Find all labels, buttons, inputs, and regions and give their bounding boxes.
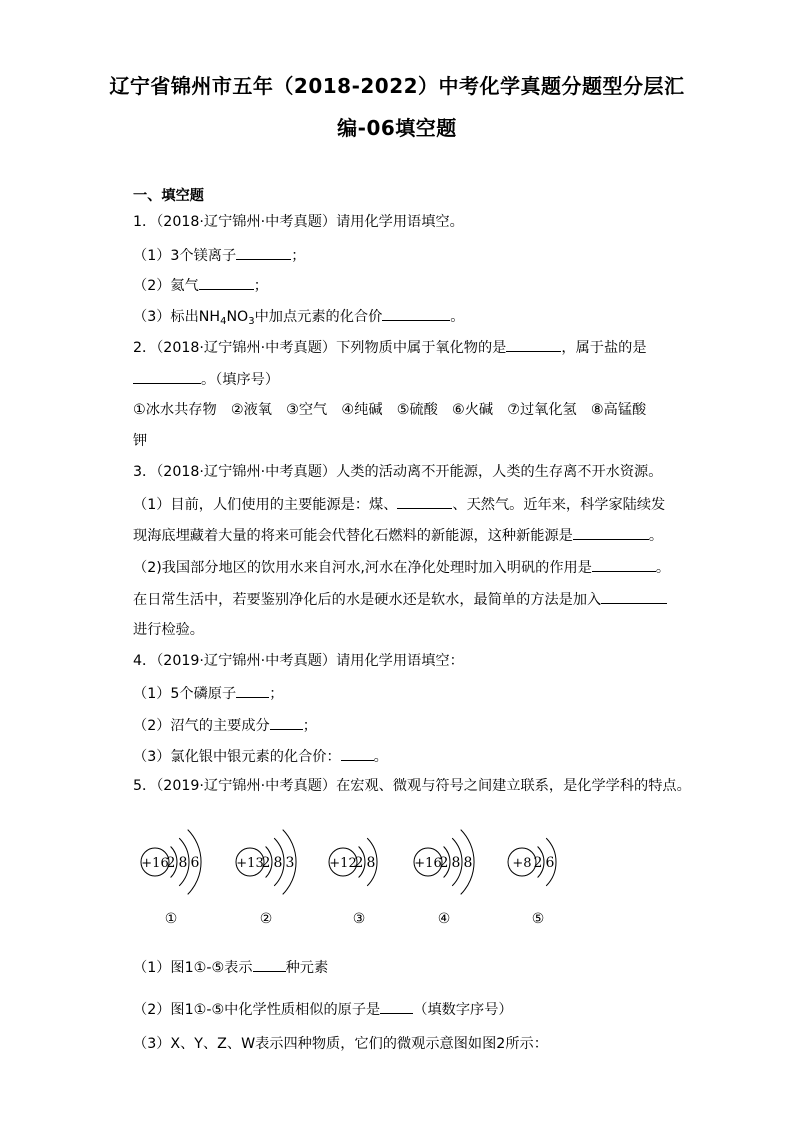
q3-part2-end-line: 进行检验。: [133, 622, 204, 638]
q3-stem: 3．（2018·辽宁锦州·中考真题）人类的活动离不开能源，人类的生存离不开水资源。: [133, 464, 663, 480]
answer-blank[interactable]: [133, 369, 201, 384]
q2-options: ①冰水共存物 ②液氧 ③空气 ④纯碱 ⑤硫酸 ⑥火碱 ⑦过氧化氢 ⑧高锰酸: [133, 402, 647, 418]
nucleus-charge: +12: [329, 856, 357, 871]
electron-count: 2: [261, 855, 271, 871]
answer-blank[interactable]: [341, 746, 374, 761]
q3-part1-text-b: 、天然气。近年来，科学家陆续发: [452, 497, 666, 513]
q1-part1-text: （1）3个镁离子: [133, 248, 237, 264]
q3-part2-text-b: 在日常生活中，若要鉴别净化后的水是硬水还是软水，最简单的方法是加入: [133, 592, 602, 608]
q4-part1: [133, 683, 693, 704]
atom-diagram: [234, 817, 324, 911]
atom-label: ③: [352, 911, 366, 927]
document-title-line1: 辽宁省锦州市五年（2018-2022）中考化学真题分题型分层汇: [109, 74, 685, 98]
answer-blank[interactable]: [253, 957, 286, 972]
answer-blank[interactable]: [601, 589, 667, 604]
q3-part2: [133, 557, 693, 578]
q3-part2-text-a: （2)我国部分地区的饮用水来自河水,河水在净化处理时加入明矾的作用是: [133, 560, 592, 576]
electron-count: 8: [463, 855, 473, 871]
q5-part2-text-b: （填数字序号）: [413, 1002, 513, 1018]
electron-count: 6: [190, 855, 200, 871]
atom-diagram: [327, 817, 417, 911]
q1-part1: [133, 245, 693, 266]
electron-count: 2: [533, 855, 543, 871]
q3-part1-text-a: （1）目前，人们使用的主要能源是：煤、: [133, 497, 398, 513]
electron-count: 8: [178, 855, 188, 871]
q4-part2-end: ；: [302, 718, 317, 734]
q1-stem: 1．（2018·辽宁锦州·中考真题）请用化学用语填空。: [133, 214, 464, 230]
nucleus-charge: +8: [512, 856, 532, 871]
q5-part2: [133, 999, 693, 1020]
q5-part1-text-a: （1）图1①-⑤表示: [133, 960, 253, 976]
q2-stem-text-b: ，属于盐的是: [561, 340, 647, 356]
atom-label: ⑤: [531, 911, 545, 927]
q2-options-cont: 钾: [133, 433, 148, 449]
q3-part2-end: 。: [655, 560, 671, 576]
q4-part1-text: （1）5个磷原子: [133, 686, 237, 702]
q4-part3-end: 。: [373, 749, 388, 765]
atom-label: ④: [437, 911, 451, 927]
q3-part1-text-c: 现海底埋藏着大量的将来可能会代替化石燃料的新能源，这种新能源是: [133, 528, 573, 544]
answer-blank[interactable]: [236, 683, 269, 698]
q4-part3-text: （3）氯化银中银元素的化合价：: [133, 749, 341, 765]
q2-stem: [133, 337, 693, 358]
answer-blank[interactable]: [270, 715, 303, 730]
electron-count: 2: [166, 855, 176, 871]
q1-part3-text-b: NO: [226, 309, 249, 325]
electron-count: 8: [451, 855, 461, 871]
q5-part1: [133, 957, 693, 978]
answer-blank[interactable]: [236, 245, 291, 260]
q5-part2-text-a: （2）图1①-⑤中化学性质相似的原子是: [133, 1002, 381, 1018]
atom-diagram: [412, 817, 502, 911]
q5-part3: （3）X、Y、Z、W表示四种物质，它们的微观示意图如图2所示：: [133, 1036, 548, 1052]
q1-part3: [133, 306, 693, 327]
q4-stem: 4．（2019·辽宁锦州·中考真题）请用化学用语填空：: [133, 653, 464, 669]
q3-part1-cont: [133, 525, 693, 546]
electron-count: 6: [545, 855, 555, 871]
q2-stem-text-a: 2．（2018·辽宁锦州·中考真题）下列物质中属于氧化物的是: [133, 340, 507, 356]
nucleus-charge: +13: [236, 856, 264, 871]
q1-part2-end: ；: [253, 278, 268, 294]
document-title-line2: 编-06填空题: [337, 116, 457, 140]
electron-count: 2: [354, 855, 364, 871]
answer-blank[interactable]: [397, 494, 452, 509]
q4-part3: [133, 746, 693, 767]
q2-note: 。（填序号）: [201, 372, 280, 388]
q1-part3-text-a: （3）标出NH: [133, 309, 221, 325]
atom-label: ②: [259, 911, 273, 927]
electron-count: 8: [273, 855, 283, 871]
answer-blank[interactable]: [573, 525, 649, 540]
q5-part1-text-b: 种元素: [285, 960, 329, 976]
subscript: 4: [220, 316, 227, 327]
atom-label: ①: [164, 911, 178, 927]
electron-count: 8: [366, 855, 376, 871]
subscript: 3: [248, 316, 255, 327]
atom-diagram: [506, 817, 596, 911]
q5-stem: 5．（2019·辽宁锦州·中考真题）在宏观、微观与符号之间建立联系，是化学学科的特点。: [133, 778, 691, 794]
answer-blank[interactable]: [382, 306, 450, 321]
nucleus-charge: +16: [141, 856, 169, 871]
section-heading: 一、填空题: [133, 188, 204, 204]
answer-blank[interactable]: [592, 557, 656, 572]
answer-blank[interactable]: [380, 999, 413, 1014]
q1-part2-text: （2）氦气: [133, 278, 199, 294]
answer-blank[interactable]: [506, 337, 561, 352]
electron-count: 2: [439, 855, 449, 871]
atom-diagram: [139, 817, 229, 911]
q3-part2-cont: [133, 589, 693, 610]
nucleus-charge: +16: [414, 856, 442, 871]
q1-part3-text-c: 中加点元素的化合价: [254, 309, 383, 325]
electron-count: 3: [285, 855, 295, 871]
q1-part1-end: ；: [291, 248, 306, 264]
q1-part3-end: 。: [450, 309, 465, 325]
q3-part1: [133, 494, 693, 515]
q2-stem-cont: [133, 369, 693, 390]
q4-part2: [133, 715, 693, 736]
q3-part1-end: 。: [648, 528, 664, 544]
q1-part2: [133, 275, 693, 296]
q4-part2-text: （2）沼气的主要成分: [133, 718, 270, 734]
answer-blank[interactable]: [199, 275, 254, 290]
q4-part1-end: ；: [269, 686, 284, 702]
